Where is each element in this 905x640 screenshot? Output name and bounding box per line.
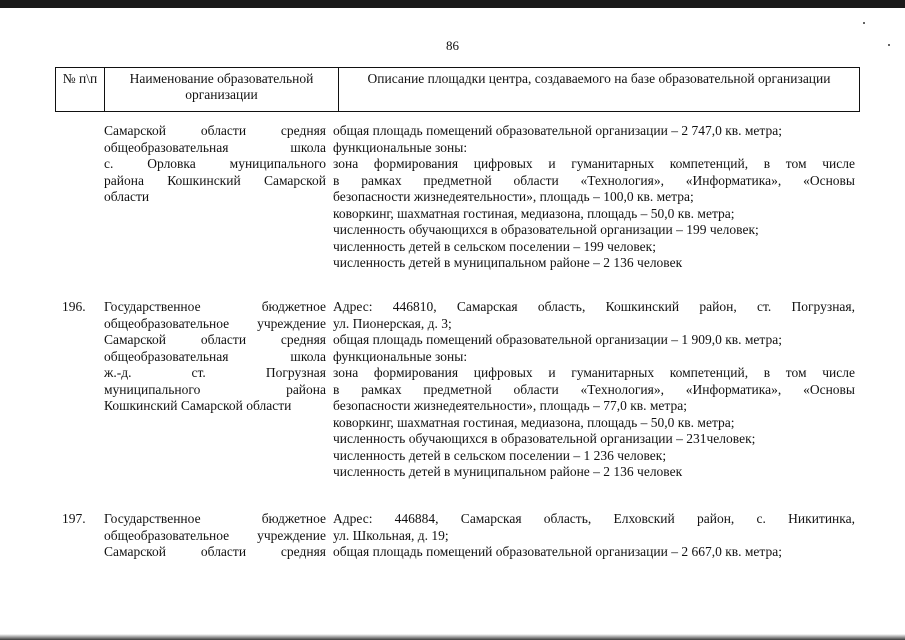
desc-line: численность детей в муниципальном районе – 2 136 человек [333,255,683,270]
org-line: района Кошкинский Самарской [104,172,326,188]
org-line: Государственное бюджетное [104,299,326,314]
page-number: 86 [446,38,459,53]
desc-line: общая площадь помещений образовательной организации – 2 747,0 кв. метра; [333,123,782,138]
org-line: Самарской области средняя [104,123,326,138]
desc-line: функциональные зоны: [333,348,468,364]
org-line: общеобразовательное учреждение [104,527,326,543]
desc-line: в рамках предметной области «Технология», «Информатика», «Основы [333,381,855,397]
org-line: общеобразовательное учреждение [104,315,326,331]
header-col-number: № п\п [56,68,105,112]
org-line: Самарской области средняя [104,332,326,347]
org-cell [104,299,326,415]
desc-line: общая площадь помещений образовательной организации – 2 667,0 кв. метра; [333,544,782,559]
scan-speck [863,22,865,24]
desc-line: функциональные зоны: [333,139,468,155]
desc-line: безопасности жизнедеятельности», площадь – 77,0 кв. метра; [333,398,687,413]
desc-line: коворкинг, шахматная гостиная, медиазона, площадь – 50,0 кв. метра; [333,205,735,221]
desc-line: в рамках предметной области «Технология», «Информатика», «Основы [333,172,855,188]
org-line: области [104,189,150,204]
scan-bottom-edge [0,634,905,640]
desc-line: численность детей в сельском поселении – 1 236 человек; [333,447,667,463]
desc-line: численность детей в муниципальном районе – 2 136 человек [333,464,683,479]
desc-line: численность детей в сельском поселении – 199 человек; [333,238,656,254]
org-cell-continued [104,123,326,206]
desc-line: безопасности жизнедеятельности», площадь – 100,0 кв. метра; [333,189,694,204]
desc-line: Адрес: 446884, Самарская область, Елховский район, с. Никитинка, [333,511,855,526]
desc-line: численность обучающихся в образовательной организации – 231человек; [333,431,756,446]
org-line: общеобразовательная школа [104,348,326,364]
table-header [55,67,860,112]
entry-number: 196. [62,299,86,314]
desc-cell-continued [333,123,855,272]
desc-line: зона формирования цифровых и гуманитарных компетенций, в том числе [333,365,855,380]
org-line: Самарской области средняя [104,544,326,559]
org-cell [104,511,326,561]
org-line: муниципального района [104,381,326,397]
desc-line: Адрес: 446810, Самарская область, Кошкинский район, ст. Погрузная, [333,299,855,314]
org-line: Кошкинский Самарской области [104,398,292,413]
desc-line: численность обучающихся в образовательной организации – 199 человек; [333,222,759,237]
desc-line: коворкинг, шахматная гостиная, медиазона, площадь – 50,0 кв. метра; [333,414,735,430]
desc-cell [333,299,855,481]
desc-line: ул. Пионерская, д. 3; [333,315,452,331]
org-line: общеобразовательная школа [104,139,326,155]
entry-number: 197. [62,511,86,526]
desc-cell [333,511,855,561]
org-line: Государственное бюджетное [104,511,326,526]
header-col-description: Описание площадки центра, создаваемого на базе образовательной организации [339,68,860,112]
desc-line: ул. Школьная, д. 19; [333,527,449,543]
header-col-organization: Наименование образовательной организации [105,68,339,112]
scan-top-edge [0,0,905,8]
org-line: с. Орловка муниципального [104,156,326,171]
desc-line: общая площадь помещений образовательной организации – 1 909,0 кв. метра; [333,332,782,347]
desc-line: зона формирования цифровых и гуманитарных компетенций, в том числе [333,156,855,171]
org-line: ж.-д. ст. Погрузная [104,365,326,380]
